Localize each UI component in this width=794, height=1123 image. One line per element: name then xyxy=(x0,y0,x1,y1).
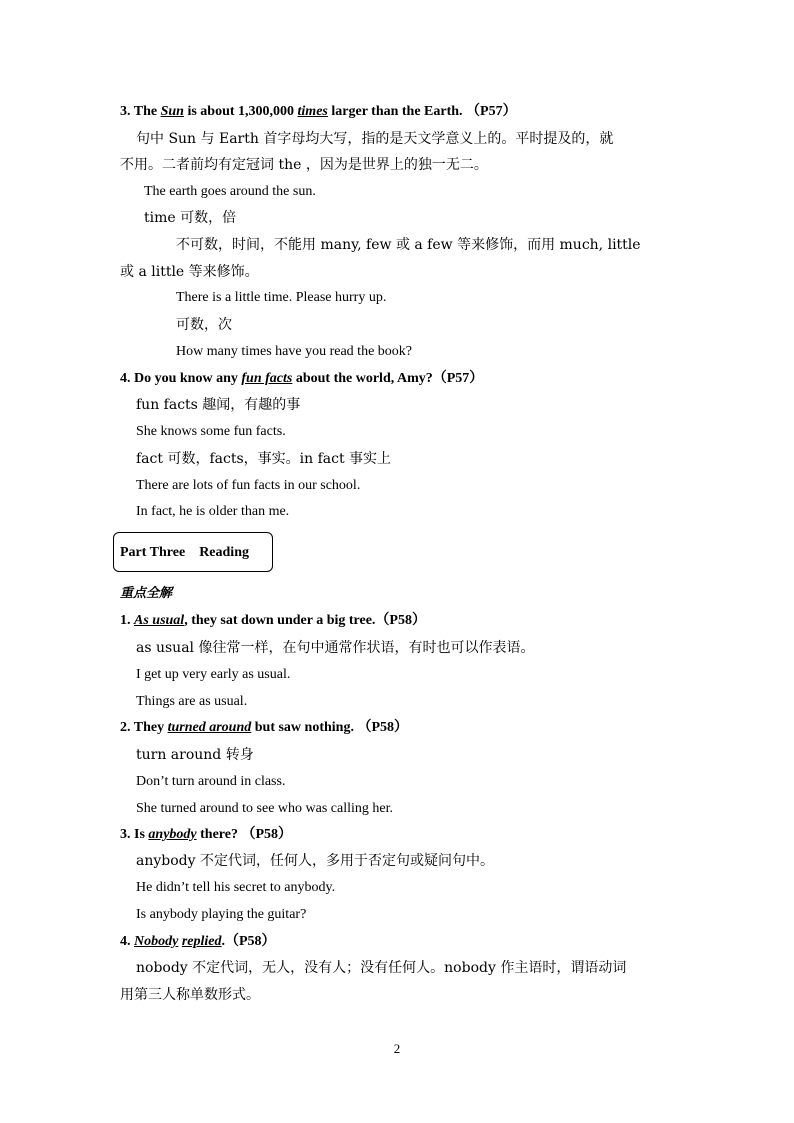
item4-line1: fun facts 趣闻，有趣的事 xyxy=(136,397,301,413)
reading-item1-line1: as usual 像往常一样，在句中通常作状语，有时也可以作表语。 xyxy=(136,640,535,656)
reading-item4-keyword-replied: replied xyxy=(181,934,222,949)
reading-item4-line2: 用第三人称单数形式。 xyxy=(120,987,260,1003)
item3-zh-line1: 句中 Sun 与 Earth 首字母均大写，指的是天文学意义上的。平时提及的，就 xyxy=(136,131,614,147)
reading-item4-keyword-nobody: Nobody xyxy=(134,934,179,949)
reading-item4-line1: nobody 不定代词，无人，没有人；没有任何人。nobody 作主语时，谓语动词 xyxy=(136,960,627,976)
reading-item3-line2: He didn’t tell his secret to anybody. xyxy=(136,880,336,895)
item3-time-uncountable-cont: 或 a little 等来修饰。 xyxy=(120,264,259,280)
item4-keyword-fun-facts: fun facts xyxy=(241,371,293,386)
reading-item2-keyword: turned around xyxy=(167,720,252,735)
item4-line3: fact 可数，facts，事实。in fact 事实上 xyxy=(136,451,392,467)
item3-example3: How many times have you read the book? xyxy=(176,344,412,359)
reading-item4-heading: 4. Nobody replied.（P58） xyxy=(120,934,276,949)
reading-item3-keyword: anybody xyxy=(148,827,197,842)
item3-example1: The earth goes around the sun. xyxy=(144,184,316,199)
item3-time-uncountable: 不可数，时间，不能用 many, few 或 a few 等来修饰，而用 much, little xyxy=(176,237,641,253)
reading-item2-line3: She turned around to see who was calling her. xyxy=(136,801,393,816)
reading-item2-heading: 2. They turned around but saw nothing. （P58） xyxy=(120,720,409,735)
reading-item1-keyword: As usual xyxy=(134,613,185,628)
item3-zh-line2: 不用。二者前均有定冠词 the ，因为是世界上的独一无二。 xyxy=(120,157,488,173)
item4-heading: 4. Do you know any fun facts about the world, Amy?（P57） xyxy=(120,371,484,386)
reading-item1-line2: I get up very early as usual. xyxy=(136,667,291,682)
reading-item3-line1: anybody 不定代词，任何人，多用于否定句或疑问句中。 xyxy=(136,853,494,869)
part-three-label: Part Three Reading xyxy=(120,545,249,560)
reading-item2-line2: Don’t turn around in class. xyxy=(136,774,286,789)
reading-item1-heading: 1. As usual, they sat down under a big tree.（P58） xyxy=(120,613,426,628)
reading-item3-line3: Is anybody playing the guitar? xyxy=(136,907,307,922)
item3-example2: There is a little time. Please hurry up. xyxy=(176,290,387,305)
item4-line5: In fact, he is older than me. xyxy=(136,504,290,519)
item4-line4: There are lots of fun facts in our school. xyxy=(136,478,361,493)
reading-item1-line3: Things are as usual. xyxy=(136,694,248,709)
item4-line2: She knows some fun facts. xyxy=(136,424,286,439)
item3-keyword-sun: Sun xyxy=(160,104,184,119)
item3-time-times: 可数，次 xyxy=(176,317,232,333)
item3-heading: 3. The Sun is about 1,300,000 times larger than the Earth. （P57） xyxy=(120,104,517,119)
page-number: 2 xyxy=(393,1041,401,1056)
reading-item2-line1: turn around 转身 xyxy=(136,747,254,763)
item3-keyword-times: times xyxy=(297,104,328,119)
section-title: 重点全解 xyxy=(120,586,173,601)
reading-item3-heading: 3. Is anybody there? （P58） xyxy=(120,827,293,842)
item3-time-countable: time 可数，倍 xyxy=(144,210,237,226)
